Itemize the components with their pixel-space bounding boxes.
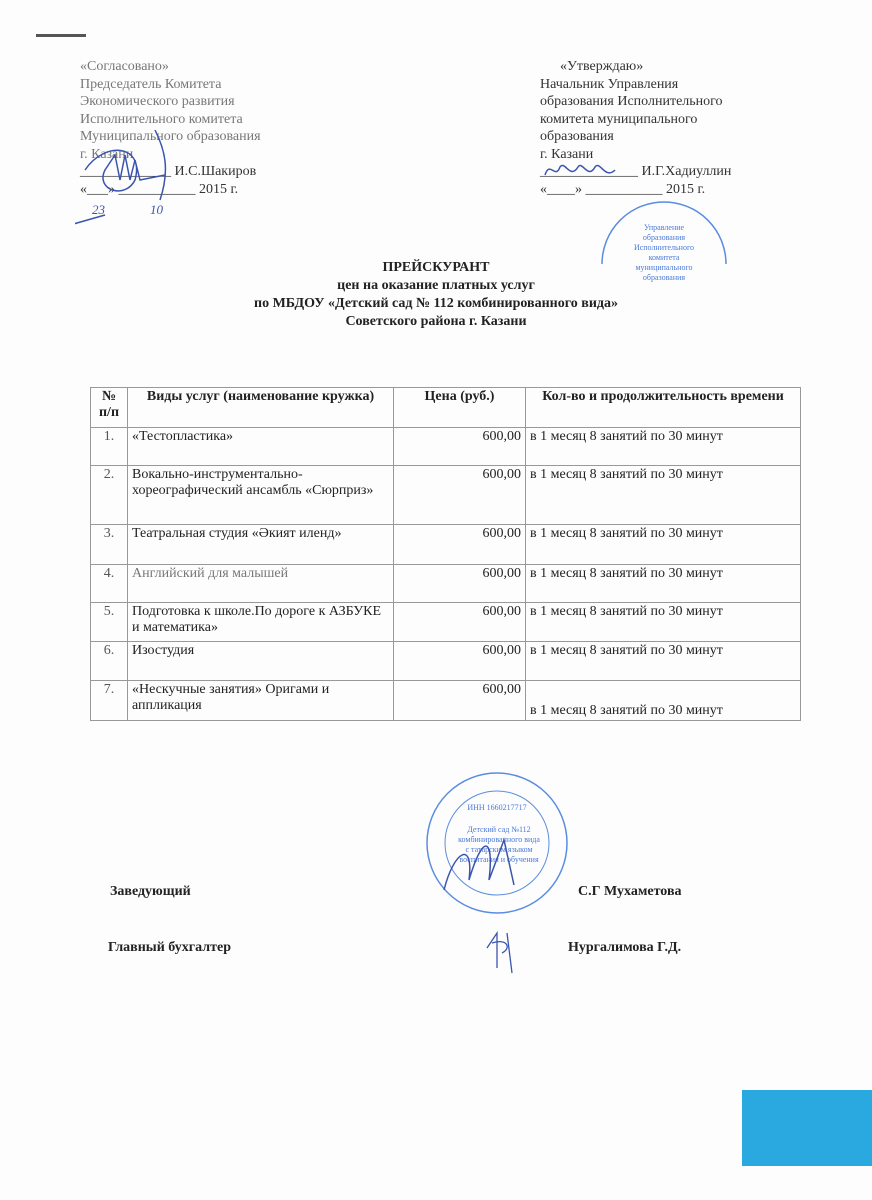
document-subtitle: Советского района г. Казани	[345, 314, 527, 329]
row-price: 600,00	[394, 642, 526, 681]
head-title: Заведующий	[110, 884, 191, 899]
row-duration: в 1 месяц 8 занятий по 30 минут	[526, 681, 801, 721]
row-service: Театральная студия «Әкият иленд»	[128, 525, 394, 565]
row-service: «Нескучные занятия» Оригами и аппликация	[128, 681, 394, 721]
header-duration: Кол-во и продолжительность времени	[526, 388, 801, 428]
table-row	[91, 603, 801, 642]
svg-text:воспитания и обучения: воспитания и обучения	[459, 855, 539, 864]
row-duration: в 1 месяц 8 занятий по 30 минут	[526, 466, 801, 525]
accountant-title: Главный бухгалтер	[108, 940, 231, 955]
approval-right-line: образования	[540, 129, 614, 144]
svg-text:с татарским языком: с татарским языком	[465, 845, 533, 854]
approval-left-line: Председатель Комитета	[80, 76, 222, 92]
row-price: 600,00	[394, 466, 526, 525]
accountant-name: Нургалимова Г.Д.	[568, 940, 682, 955]
approval-left-date: «___» ___________ 2015 г.	[80, 181, 239, 197]
row-num: 6.	[91, 642, 128, 681]
table-row	[91, 681, 801, 721]
svg-text:комитета: комитета	[648, 253, 680, 262]
approval-left-line: г. Казани	[80, 146, 134, 162]
handwritten-signature-right	[540, 155, 620, 185]
table-row	[91, 525, 801, 565]
handwritten-day: 23	[92, 202, 105, 217]
svg-text:образования: образования	[642, 273, 686, 282]
header-price: Цена (руб.)	[394, 388, 526, 428]
table-row	[91, 466, 801, 525]
row-price: 600,00	[394, 525, 526, 565]
approval-left-line: Экономического развития	[80, 94, 235, 109]
row-service: Изостудия	[128, 642, 394, 681]
row-duration: в 1 месяц 8 занятий по 30 минут	[526, 565, 801, 603]
accountant-signature	[482, 928, 522, 976]
row-price: 600,00	[394, 681, 526, 721]
row-service: Подготовка к школе.По дороге к АЗБУКЕ и математика»	[128, 603, 394, 642]
table-row	[91, 428, 801, 466]
svg-text:образования: образования	[642, 233, 686, 242]
row-num: 3.	[91, 525, 128, 565]
row-service: Вокально-инструментально-хореографический ансамбль «Сюрприз»	[128, 466, 394, 525]
row-duration: в 1 месяц 8 занятий по 30 минут	[526, 603, 801, 642]
row-price: 600,00	[394, 565, 526, 603]
svg-text:комбинированного вида: комбинированного вида	[458, 835, 540, 844]
row-num: 1.	[91, 428, 128, 466]
approval-left-line: Муниципального образования	[80, 129, 261, 144]
row-price: 600,00	[394, 428, 526, 466]
row-num: 5.	[91, 603, 128, 642]
scan-color-block	[742, 1090, 872, 1166]
row-service: Английский для малышей	[128, 565, 394, 603]
approval-right-heading: «Утверждаю»	[560, 59, 644, 74]
approval-left-line: Исполнительного комитета	[80, 111, 243, 127]
row-duration: в 1 месяц 8 занятий по 30 минут	[526, 642, 801, 681]
row-num: 4.	[91, 565, 128, 603]
document-subtitle: цен на оказание платных услуг	[337, 278, 535, 293]
approval-right-signature: ______________ И.Г.Хадиуллин	[540, 164, 732, 179]
scan-mark	[36, 34, 86, 37]
document-title: ПРЕЙСКУРАНТ	[382, 260, 490, 275]
svg-text:ИНН 1660217717: ИНН 1660217717	[467, 803, 527, 812]
price-table	[90, 387, 801, 721]
svg-text:Управление: Управление	[643, 223, 685, 232]
row-service: «Тестопластика»	[128, 428, 394, 466]
handwritten-month: 10	[150, 202, 163, 217]
approval-right-line: комитета муниципального	[540, 111, 698, 127]
approval-right-date: «____» ___________ 2015 г.	[540, 181, 706, 197]
svg-text:Исполнительного: Исполнительного	[633, 243, 695, 252]
approval-right-line: Начальник Управления	[540, 76, 679, 92]
table-row	[91, 565, 801, 603]
header-num: № п/п	[91, 388, 128, 428]
svg-text:Детский сад №112: Детский сад №112	[467, 825, 531, 834]
svg-text:муниципального: муниципального	[635, 263, 693, 272]
table-header-row	[91, 388, 801, 428]
approval-left-signature: _____________ И.С.Шакиров	[80, 164, 257, 179]
document-subtitle: по МБДОУ «Детский сад № 112 комбинированного вида»	[254, 296, 618, 311]
approval-right-line: г. Казани	[540, 146, 594, 162]
approval-left-heading: «Согласовано»	[80, 59, 169, 74]
row-duration: в 1 месяц 8 занятий по 30 минут	[526, 428, 801, 466]
row-num: 7.	[91, 681, 128, 721]
head-name: С.Г Мухаметова	[578, 884, 682, 899]
approval-right-line: образования Исполнительного	[540, 94, 723, 109]
table-row	[91, 642, 801, 681]
header-service: Виды услуг (наименование кружка)	[128, 388, 394, 428]
row-price: 600,00	[394, 603, 526, 642]
row-duration: в 1 месяц 8 занятий по 30 минут	[526, 525, 801, 565]
stamp-bottom	[424, 770, 570, 916]
row-num: 2.	[91, 466, 128, 525]
